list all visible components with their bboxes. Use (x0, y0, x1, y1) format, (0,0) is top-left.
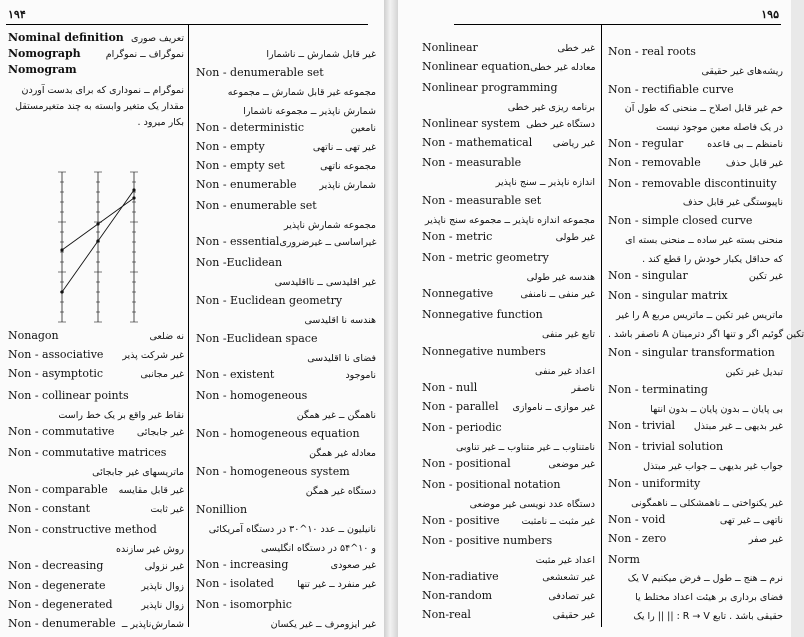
entry-term: Non - regular (608, 137, 684, 150)
entry-line (608, 437, 783, 452)
entry-line (8, 501, 184, 516)
entry-translation: غیر حقیقی (552, 610, 595, 621)
entry-line (608, 305, 783, 320)
entry-line (8, 616, 184, 631)
entry-translation: غیر موازی ــ ناموازی (512, 402, 595, 414)
entry-line (608, 117, 783, 132)
entry-translation: فضای نا اقلیدسی (307, 353, 376, 364)
entry-translation: نامتناوب ــ غیر متناوب ــ غیر تناوبی (456, 441, 595, 453)
entry-line (608, 268, 783, 283)
entry-line (422, 437, 595, 452)
entry-term: Nonlinear programming (422, 80, 558, 94)
entry-term: Non - decreasing (8, 559, 104, 573)
entry-line (196, 234, 376, 249)
entry-term: Non - void (608, 513, 666, 526)
entry-line (196, 101, 376, 116)
entry-line (196, 272, 376, 287)
entry-line (608, 343, 783, 358)
page-number: ۱۹۴ (8, 8, 26, 21)
entry-translation: شمارش‌ناپذیر ــ (121, 619, 184, 630)
entry-line (608, 474, 783, 489)
entry-term: Non - metric geometry (422, 250, 549, 264)
entry-line (608, 493, 783, 508)
entry-term: Nonnegative function (422, 307, 543, 321)
entry-translation: غیر مثبت ــ نامثبت (521, 515, 595, 527)
entry-line (422, 229, 595, 244)
entry-term: Non - degenerate (8, 578, 106, 592)
entry-line (422, 324, 595, 339)
entry-line (196, 500, 376, 515)
entry-line (8, 46, 184, 61)
entry-line (196, 443, 376, 458)
entry-term: Non - measurable (422, 156, 522, 170)
entry-line (196, 177, 376, 192)
entry-line (8, 578, 184, 593)
entry-term: Non-radiative (422, 570, 499, 584)
entry-term: Non - singular matrix (608, 289, 728, 303)
column-rule (601, 24, 602, 627)
entry-translation: نامنظم ــ بی قاعده (707, 139, 783, 150)
entry-line (196, 595, 376, 610)
entry-translation: غیر خطی (557, 43, 595, 54)
entry-line (608, 512, 783, 527)
entry-term: Nonillion (196, 503, 248, 516)
entry-line (422, 191, 595, 206)
entry-translation: غیر یکنواختی ــ ناهمشکلی ــ ناهمگونی (631, 498, 783, 510)
column-rule (188, 24, 189, 627)
entry-line (422, 607, 595, 622)
entry-line (8, 328, 184, 343)
entry-translation: نه ضلعی (149, 331, 184, 342)
entry-line (422, 513, 595, 528)
entry-translation: تعریف صوری (131, 33, 184, 44)
entry-translation: غیر قابل مقایسه (118, 484, 184, 496)
entry-line (608, 174, 783, 189)
entry-translation: دستگاه غیر همگن (305, 486, 376, 497)
entry-translation: اندازه ناپذیر ــ سنج ناپذیر (495, 177, 595, 189)
entry-term: Non - positive numbers (422, 534, 553, 548)
entry-line (196, 329, 376, 344)
header-rule (6, 24, 368, 25)
entry-line (8, 366, 184, 381)
entry-term: Non - degenerated (8, 597, 113, 611)
entry-line (608, 230, 783, 245)
entry-line (196, 82, 376, 97)
entry-term: Nomogram (8, 63, 77, 76)
entry-translation: مجموعه شمارش ناپذیر (283, 220, 376, 231)
entry-line (422, 456, 595, 471)
entry-translation: ناتهی ــ غیر تهی (719, 515, 783, 526)
entry-term: Non - null (422, 381, 478, 395)
entry-line (8, 597, 184, 612)
entry-line (422, 286, 595, 301)
entry-line (196, 291, 376, 306)
entry-term: Non -Euclidean space (196, 332, 318, 345)
entry-term: Non - metric (422, 230, 493, 243)
entry-line (422, 305, 595, 320)
entry-term: Nonnegative (422, 286, 494, 300)
entry-translation: غیر تهی ــ ناتهی (312, 142, 376, 153)
entry-term: Non - commutative matrices (8, 446, 167, 460)
entry-translation: ماتریس غیر تکین ــ ماتریس مربع A را غیر (616, 310, 783, 322)
entry-term: Non - singular (608, 268, 688, 282)
entry-line (608, 362, 783, 377)
entry-translation: نانیلیون ــ عدد ۱۰^۳۰ در دستگاه آمریکائی (208, 524, 376, 535)
entry-line (422, 475, 595, 490)
entry-term: Non - commutative (8, 425, 115, 438)
definition-text: مقدار یک متغیر وابسته به چند متغیرمستقل (15, 101, 184, 112)
entry-line (8, 482, 184, 497)
entry-translation: نرم ــ هنج ــ طول ــ فرض میکنیم V یک (627, 573, 783, 585)
entry-term: Non - enumerable (196, 178, 297, 191)
entry-translation: غیر مجانبی (140, 369, 184, 381)
entry-translation: اعداد غیر منفی (535, 366, 595, 378)
definition-text: نموگرام ــ نموداری که برای بدست آوردن (21, 85, 184, 96)
entry-line (422, 531, 595, 546)
entry-translation: خم غیر قابل اصلاح ــ منحنی که طول آن (624, 103, 783, 115)
entry-term: Non - homogeneous equation (196, 427, 360, 440)
entry-term: Non - associative (8, 348, 104, 362)
entry-term: Non - empty set (196, 159, 285, 172)
entry-translation: ریشه‌های غیر حقیقی (701, 65, 783, 77)
entry-line (196, 538, 376, 553)
entry-line (196, 367, 376, 382)
entry-term: Non - positional (422, 456, 511, 470)
entry-line (422, 97, 595, 112)
entry-term: Non - collinear points (8, 388, 129, 402)
entry-line (422, 78, 595, 93)
entry-line (196, 614, 376, 629)
entry-line (8, 347, 184, 362)
entry-term: Non - isomorphic (196, 598, 292, 611)
entry-line (608, 286, 783, 301)
entry-translation: مجموعه اندازه ناپذیر ــ مجموعه سنج ناپذیر (425, 215, 595, 227)
entry-line (196, 253, 376, 268)
entry-line (608, 42, 783, 57)
entry-line (608, 192, 783, 207)
entry-line (422, 135, 595, 150)
page-number: ۱۹۵ (761, 8, 779, 21)
entry-translation: نقاط غیر واقع بر یک خط راست (58, 409, 184, 421)
entry-translation: غیر ثابت (150, 503, 184, 515)
entry-term: Non - real roots (608, 45, 696, 58)
entry-translation: غیر قابل شمارش ــ ناشمارا (266, 49, 376, 60)
entry-line (422, 418, 595, 433)
entry-term: Non - comparable (8, 482, 108, 496)
entry-term: Non - removable (608, 155, 701, 169)
entry-line (608, 380, 783, 395)
entry-translation: غیر ایزومرف ــ غیر یکسان (270, 619, 376, 630)
entry-term: Non - trivial solution (608, 439, 724, 453)
entry-line (422, 40, 595, 55)
entry-term: Non - existent (196, 368, 275, 381)
entry-line (196, 386, 376, 401)
entry-translation: معادله غیر همگن (309, 448, 376, 459)
entry-term: Non - asymptotic (8, 367, 104, 381)
entry-line (8, 405, 184, 420)
entry-line (422, 59, 595, 74)
entry-translation: و ۱۰^۵۴ در دستگاه انگلیسی (260, 543, 376, 554)
entry-term: Non - zero (608, 531, 667, 545)
entry-line (422, 210, 595, 225)
entry-translation: ناهمگن ــ غیر همگن (296, 410, 376, 421)
entry-translation: ناصفر (571, 383, 595, 395)
entry-line (8, 386, 184, 401)
entry-translation: شمارش ناپذیر ــ مجموعه ناشمارا (243, 106, 376, 117)
entry-line (196, 310, 376, 325)
entry-term: Non-real (422, 608, 471, 621)
entry-line (8, 520, 184, 535)
entry-line (8, 62, 184, 77)
entry-term: Non - essential (196, 235, 280, 248)
entry-line (608, 587, 783, 602)
entry-term: Nonagon (8, 329, 59, 342)
entry-line (608, 568, 783, 583)
entry-translation: زوال ناپذیر (141, 580, 184, 592)
entry-line (196, 215, 376, 230)
entry-translation: غیر بدیهی ــ غیر مبتذل (693, 421, 783, 432)
entry-line (608, 80, 783, 95)
entry-term: Nonnegative numbers (422, 345, 546, 359)
entry-line (8, 462, 184, 477)
entry-translation: غیر طولی (555, 232, 595, 243)
entry-line (608, 61, 783, 76)
entry-translation: که حداقل یکبار خودش را قطع کند . (642, 253, 783, 265)
definition-text: بکار میرود . (137, 117, 184, 128)
definition-line (8, 112, 184, 127)
entry-translation: غیر جابجائی (136, 427, 184, 438)
entry-translation: برنامه ریزی غیر خطی (507, 101, 595, 113)
entry-term: Non - measurable set (422, 194, 542, 208)
entry-term: Non - trivial (608, 419, 676, 432)
entry-line (8, 424, 184, 439)
entry-translation: حقیقی باشد . تابع R → V : || || را یک (633, 611, 783, 622)
entry-term: Non - uniformity (608, 477, 701, 491)
entry-line (608, 249, 783, 264)
entry-line (196, 348, 376, 363)
entry-translation: مجموعه غیر قابل شمارش ــ مجموعه (227, 87, 376, 98)
entry-line (196, 44, 376, 59)
book-gutter (384, 0, 398, 637)
entry-line (196, 139, 376, 154)
entry-term: Non - denumerable set (196, 66, 324, 79)
entry-line (422, 494, 595, 509)
entry-line (608, 155, 783, 170)
entry-term: Nomograph (8, 47, 81, 60)
entry-line (422, 380, 595, 395)
entry-line (196, 557, 376, 572)
entry-term: Non - isolated (196, 577, 274, 590)
entry-line (608, 418, 783, 433)
entry-line (608, 98, 783, 113)
entry-translation: غیر تصادفی (548, 591, 595, 603)
entry-line (608, 324, 804, 340)
entry-translation: غیر ریاضی (552, 137, 595, 149)
left-page (0, 0, 384, 637)
entry-term: Non - rectifiable curve (608, 82, 734, 96)
entry-translation: غیر تشعشعی (542, 572, 595, 584)
entry-term: Nonlinear (422, 41, 478, 54)
entry-translation: غیر نزولی (144, 561, 184, 573)
entry-line (196, 424, 376, 439)
entry-line (608, 136, 783, 151)
entry-translation: هندسه نا اقلیدسی (304, 315, 376, 326)
entry-translation: ناموجود (345, 370, 376, 381)
entry-line (422, 153, 595, 168)
entry-line (422, 569, 595, 584)
entry-term: Non - increasing (196, 558, 289, 571)
entry-line (608, 456, 783, 471)
entry-translation: غیر قابل حذف (725, 157, 783, 169)
entry-term: Non - parallel (422, 400, 499, 414)
entry-term: Non - deterministic (196, 121, 305, 134)
entry-translation: دستگاه عدد نویسی غیر موضعی (469, 498, 595, 510)
entry-translation: دستگاه غیر خطی (526, 118, 595, 130)
entry-term: Non - denumerable (8, 617, 116, 630)
entry-translation: جواب غیر بدیهی ــ جواب غیر مبتذل (643, 460, 783, 472)
entry-term: Non -Euclidean (196, 256, 283, 269)
entry-line (196, 519, 376, 534)
right-page (398, 0, 804, 637)
entry-line (422, 267, 595, 282)
entry-term: Non - simple closed curve (608, 214, 753, 228)
definition-line (8, 96, 184, 111)
entry-term: Non-random (422, 589, 493, 603)
entry-line (422, 172, 595, 187)
entry-translation: معادله غیر خطی (530, 61, 596, 73)
entry-term: Non - empty (196, 140, 265, 153)
entry-translation: تبدیل غیر تکین (725, 366, 783, 378)
entry-line (608, 606, 783, 621)
entry-line (196, 576, 376, 591)
entry-translation: غیر اقلیدسی ــ نااقلیدسی (274, 277, 376, 288)
entry-line (196, 158, 376, 173)
entry-term: Norm (608, 552, 640, 566)
entry-line (422, 361, 595, 376)
entry-term: Non - homogeneous (196, 389, 308, 402)
entry-line (608, 531, 783, 546)
entry-translation: مجموعه ناتهی (320, 161, 376, 172)
definition-line (8, 80, 184, 95)
entry-translation: روش غیر سازنده (116, 544, 184, 556)
entry-line (422, 399, 595, 414)
entry-line (608, 550, 783, 565)
entry-term: Non - singular transformation (608, 345, 775, 359)
entry-translation: غیر منفی ــ نامنفی (520, 288, 595, 300)
entry-line (196, 63, 376, 78)
entry-translation: غیر صعودی (330, 560, 376, 571)
entry-line (8, 30, 184, 45)
entry-translation: غیراساسی ــ غیرضروری (279, 237, 377, 248)
entry-term: Non - constant (8, 501, 91, 515)
entry-line (196, 462, 376, 477)
entry-term: Non - enumerable set (196, 199, 317, 212)
entry-translation: تابع غیر منفی (541, 328, 595, 340)
nomogram-illustration (50, 168, 150, 326)
entry-translation: شمارش ناپذیر (319, 180, 376, 191)
header-rule (454, 24, 781, 25)
entry-translation: ماتریسهای غیر جابجائی (92, 467, 184, 479)
entry-term: Non - constructive method (8, 523, 157, 536)
entry-translation: غیر تکین (748, 270, 783, 282)
entry-term: Nonlinear system (422, 116, 521, 130)
entry-translation: فضای برداری بر هیئت اعداد مختلط یا (635, 592, 783, 604)
entry-term: Non - terminating (608, 383, 708, 397)
entry-term: Nominal definition (8, 31, 124, 44)
entry-line (196, 120, 376, 135)
entry-line (196, 196, 376, 211)
entry-term: Non - positive (422, 513, 500, 527)
entry-translation: غیر موضعی (548, 458, 595, 470)
entry-line (608, 211, 783, 226)
entry-line (8, 558, 184, 573)
entry-line (196, 405, 376, 420)
entry-term: Non - mathematical (422, 135, 533, 149)
entry-translation: هندسه غیر طولی (526, 271, 595, 283)
entry-translation: غیر شرکت پذیر (122, 350, 184, 362)
entry-translation: بی پایان ــ بدون پایان ــ بدون انتها (650, 404, 783, 416)
entry-line (8, 539, 184, 554)
entry-translation: زوال ناپذیر (141, 599, 184, 611)
entry-line (422, 588, 595, 603)
entry-term: Non - positional notation (422, 477, 561, 491)
entry-term: Non - homogeneous system (196, 465, 350, 478)
entry-translation: غیر صفر (748, 533, 783, 545)
entry-line (422, 248, 595, 263)
entry-term: Non - removable discontinuity (608, 176, 777, 190)
entry-line (422, 342, 595, 357)
entry-line (422, 116, 595, 131)
entry-translation: در یک فاصله معین موجود نیست (656, 122, 783, 134)
entry-line (196, 481, 376, 496)
entry-line (422, 550, 595, 565)
entry-term: Nonlinear equation (422, 59, 531, 73)
entry-line (608, 399, 783, 414)
entry-line (8, 443, 184, 458)
entry-translation: منحنی بسته غیر ساده ــ منحنی بسته ای (625, 235, 783, 246)
entry-translation: غیر منفرد ــ غیر تنها (297, 579, 376, 590)
entry-translation: نموگراف ــ نموگرام (105, 49, 184, 60)
entry-translation: تکین گوئیم اگر و تنها اگر دترمینان A ناصفر باشد . (608, 329, 804, 340)
entry-term: Non - Euclidean geometry (196, 294, 343, 307)
entry-translation: نامعین (350, 123, 376, 134)
entry-translation: اعداد غیر مثبت (535, 555, 595, 567)
entry-term: Non - periodic (422, 421, 502, 434)
entry-translation: ناپیوستگی غیر قابل حذف (682, 197, 783, 209)
